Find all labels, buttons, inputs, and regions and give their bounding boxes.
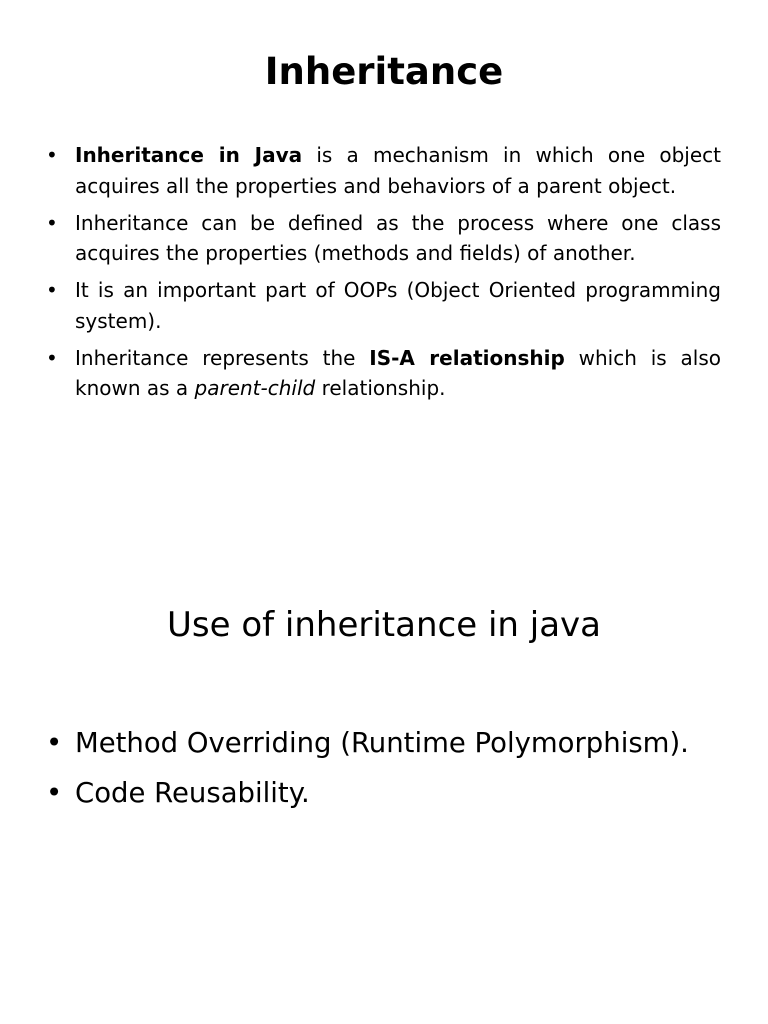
bullet-text-italic: parent-child xyxy=(194,376,316,400)
bullet-item xyxy=(46,768,736,818)
bullet-icon: • xyxy=(46,727,63,759)
bullet-icon: • xyxy=(46,143,58,167)
bullet-icon: • xyxy=(46,345,58,370)
bullet-text: relationship. xyxy=(315,376,446,400)
bullet-item xyxy=(46,208,721,269)
bullet-item xyxy=(46,718,736,768)
bullet-list xyxy=(46,718,736,818)
bullet-text: Code Reusability. xyxy=(75,777,310,809)
bullet-icon: • xyxy=(46,210,58,235)
bullet-item xyxy=(46,343,721,404)
bullet-icon: • xyxy=(46,777,63,809)
slide-title: Use of inheritance in java xyxy=(167,605,601,645)
bullet-text: Inheritance can be defined as the process where one class acquires the properties (methods and fields) of another. xyxy=(75,210,721,265)
bullet-text-bold: Inheritance in Java xyxy=(75,143,303,167)
bullet-text: which is also known as a xyxy=(75,345,722,400)
bullet-text: It is an important part of OOPs (Object Oriented programming system). xyxy=(75,278,721,333)
bullet-item xyxy=(46,140,721,201)
bullet-text: is a mechanism in which one object acquires all the properties and behaviors of a parent object. xyxy=(75,143,721,198)
slide-title: Inheritance xyxy=(264,50,504,93)
bullet-item xyxy=(46,275,721,336)
bullet-text: Inheritance represents the xyxy=(75,345,370,370)
bullet-text-bold: IS-A relationship xyxy=(369,345,565,370)
bullet-icon: • xyxy=(46,278,58,302)
bullet-list xyxy=(46,140,721,410)
slide-use-of-inheritance xyxy=(0,512,768,1024)
bullet-text: Method Overriding (Runtime Polymorphism). xyxy=(75,727,689,759)
